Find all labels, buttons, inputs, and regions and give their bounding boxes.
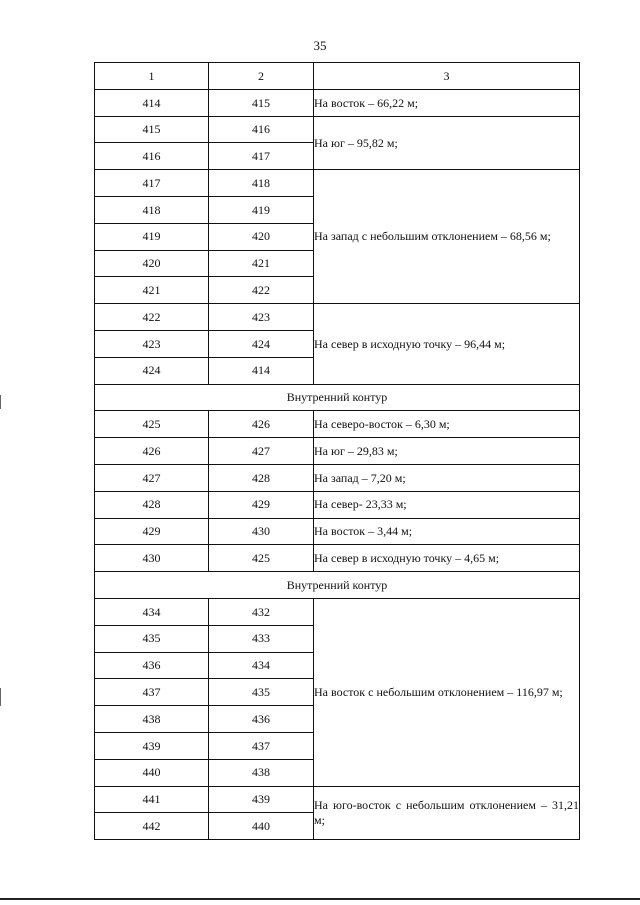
column-header-1: 1 (95, 63, 209, 90)
scan-bottom-edge (0, 898, 640, 900)
point-to: 421 (209, 250, 314, 277)
table-row (95, 518, 580, 545)
point-from: 429 (95, 518, 209, 545)
direction-cell: На север- 23,33 м; (314, 491, 580, 518)
point-from: 417 (95, 170, 209, 197)
table-row (95, 438, 580, 465)
point-to: 422 (209, 277, 314, 304)
point-to: 414 (209, 357, 314, 384)
point-from: 424 (95, 357, 209, 384)
point-to: 432 (209, 598, 314, 625)
point-from: 420 (95, 250, 209, 277)
point-from: 426 (95, 438, 209, 465)
point-to: 417 (209, 143, 314, 170)
point-from: 434 (95, 598, 209, 625)
column-header-2: 2 (209, 63, 314, 90)
point-to: 430 (209, 518, 314, 545)
direction-cell: На запад с небольшим отклонением – 68,56 м; (314, 170, 580, 304)
direction-cell: На юг – 29,83 м; (314, 438, 580, 465)
point-from: 440 (95, 759, 209, 786)
point-from: 430 (95, 545, 209, 572)
direction-cell: На юго-восток с небольшим отклонением – 31,21 м; (314, 786, 580, 840)
point-from: 425 (95, 411, 209, 438)
direction-cell: На восток с небольшим отклонением – 116,97 м; (314, 598, 580, 786)
point-from: 436 (95, 652, 209, 679)
direction-cell: На северо-восток – 6,30 м; (314, 411, 580, 438)
point-from: 418 (95, 196, 209, 223)
point-to: 427 (209, 438, 314, 465)
point-to: 433 (209, 625, 314, 652)
table-row (95, 304, 580, 331)
point-from: 419 (95, 223, 209, 250)
table-row (95, 116, 580, 143)
table-row (95, 170, 580, 197)
point-to: 415 (209, 89, 314, 116)
section-heading: Внутренний контур (95, 384, 580, 411)
point-from: 435 (95, 625, 209, 652)
point-from: 439 (95, 732, 209, 759)
point-to: 416 (209, 116, 314, 143)
point-to: 429 (209, 491, 314, 518)
point-from: 441 (95, 786, 209, 813)
direction-cell: На север в исходную точку – 96,44 м; (314, 304, 580, 384)
point-from: 423 (95, 330, 209, 357)
boundary-table (94, 62, 580, 840)
table-row (95, 598, 580, 625)
table-row (95, 545, 580, 572)
point-to: 426 (209, 411, 314, 438)
scan-margin-mark (0, 395, 1, 409)
point-to: 423 (209, 304, 314, 331)
point-from: 422 (95, 304, 209, 331)
point-to: 437 (209, 732, 314, 759)
table-row (95, 89, 580, 116)
point-from: 415 (95, 116, 209, 143)
direction-cell: На юг – 95,82 м; (314, 116, 580, 170)
table-row (95, 491, 580, 518)
point-to: 419 (209, 196, 314, 223)
point-to: 439 (209, 786, 314, 813)
point-from: 438 (95, 706, 209, 733)
direction-cell: На восток – 3,44 м; (314, 518, 580, 545)
section-heading: Внутренний контур (95, 572, 580, 599)
point-from: 416 (95, 143, 209, 170)
direction-cell: На север в исходную точку – 4,65 м; (314, 545, 580, 572)
point-to: 425 (209, 545, 314, 572)
table-row (95, 464, 580, 491)
scan-margin-mark (0, 688, 1, 706)
point-from: 442 (95, 813, 209, 840)
point-from: 428 (95, 491, 209, 518)
point-to: 435 (209, 679, 314, 706)
point-to: 428 (209, 464, 314, 491)
section-row (95, 572, 580, 599)
column-header-3: 3 (314, 63, 580, 90)
point-to: 440 (209, 813, 314, 840)
point-from: 421 (95, 277, 209, 304)
point-to: 424 (209, 330, 314, 357)
table-header-row (95, 63, 580, 90)
point-from: 437 (95, 679, 209, 706)
point-from: 414 (95, 89, 209, 116)
point-to: 420 (209, 223, 314, 250)
table-row (95, 786, 580, 813)
point-to: 434 (209, 652, 314, 679)
direction-cell: На запад – 7,20 м; (314, 464, 580, 491)
point-to: 436 (209, 706, 314, 733)
section-row (95, 384, 580, 411)
point-to: 438 (209, 759, 314, 786)
point-to: 418 (209, 170, 314, 197)
direction-cell: На восток – 66,22 м; (314, 89, 580, 116)
point-from: 427 (95, 464, 209, 491)
table-row (95, 411, 580, 438)
page-number: 35 (313, 38, 327, 53)
